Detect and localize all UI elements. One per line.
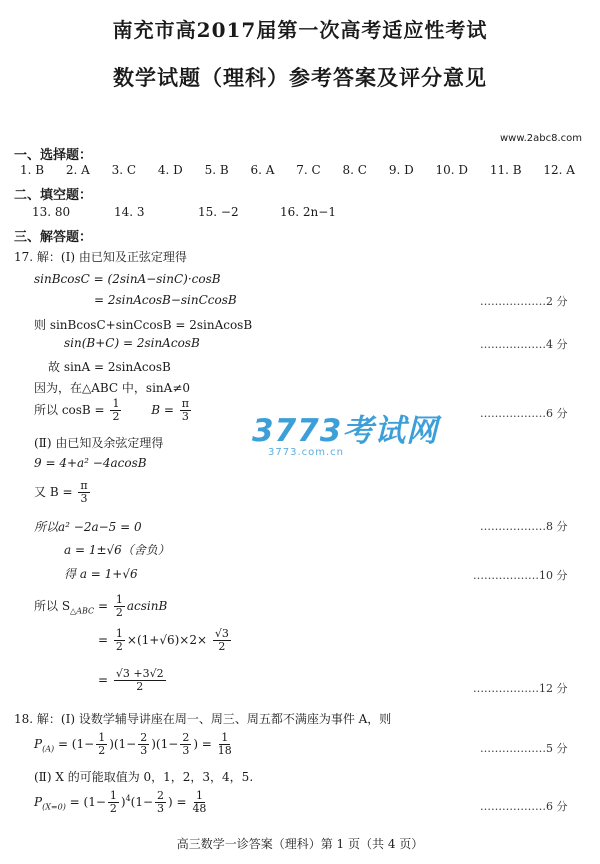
fraction: $\frac{√3}{2}$ (214, 627, 229, 653)
fraction: $\frac{\pi}{3}$ (80, 479, 88, 505)
fill-answer: 14. 3 (114, 205, 145, 219)
q17-B-line (34, 480, 92, 505)
q17-part1-intro: 17. 解：(Ⅰ) 由已知及正弦定理得 (14, 250, 187, 264)
answer-item: 8. C (342, 163, 367, 177)
fraction: $\frac{1}{48}$ (192, 789, 207, 815)
score-mark: ………………5 分 (480, 742, 568, 755)
answer-item: 7. C (296, 163, 321, 177)
answer-item: 2. A (65, 163, 90, 177)
answer-item: 10. D (435, 163, 469, 177)
q17-area-line: 所以 $S_{\triangle ABC}$ = $\frac{1}{2}$ acsinB (34, 593, 168, 619)
fraction: $\frac{1}{2}$ (112, 397, 120, 423)
exam-title: 南充市高2017届第一次高考适应性考试 (112, 18, 488, 42)
section-fill-in-heading: 二、填空题： (14, 188, 93, 203)
q17-part2-intro: (Ⅱ) 由已知及余弦定理得 (34, 436, 164, 450)
score-mark: ………………12 分 (473, 682, 568, 695)
score-mark: ………………8 分 (480, 520, 568, 533)
answer-item: 3. C (111, 163, 137, 177)
document-subtitle: 数学试题（理科）参考答案及评分意见 (113, 66, 487, 90)
q18-prob-X0: $P_{(X=0)} = (1-$ $\frac{1}{2}$ )$^4$(1− $\frac{2}{3}$ ) = $\frac{1}{48}$ (34, 789, 207, 815)
q18-prob-A: $P_{(A)} = (1-$ $\frac{1}{2}$ )(1− $\frac{2}{3}$ )(1− $\frac{2}{3}$ ) = $\frac{1}{18}$ (34, 731, 232, 757)
fraction: $\frac{2}{3}$ (140, 731, 148, 757)
fraction: $\frac{2}{3}$ (182, 731, 190, 757)
q17-text: 又 B = (34, 485, 73, 499)
fraction: $\frac{√3 +3√2}{2}$ (115, 667, 164, 693)
score-mark: ………………6 分 (480, 407, 568, 420)
q17-text: B = (151, 403, 174, 417)
fraction: $\frac{1}{18}$ (217, 731, 232, 757)
fraction: $\frac{2}{3}$ (157, 789, 165, 815)
q17-step: 则 sinBcosC+sinCcosB = 2sinAcosB (34, 318, 253, 332)
fraction: $\frac{1}{2}$ (109, 789, 117, 815)
q17-text: 所以 S (34, 599, 71, 613)
score-mark: ………………6 分 (480, 800, 568, 813)
q17-step: sinBcosC = (2sinA−sinC)·cosB (34, 272, 221, 286)
section-solutions-heading: 三、解答题： (14, 230, 93, 245)
section-multiple-choice-heading: 一、选择题： (14, 148, 93, 163)
fill-answer: 16. 2n−1 (280, 205, 336, 219)
q17-step: = 2sinAcosB−sinCcosB (94, 293, 237, 307)
watermark-url: 3773.com.cn (268, 447, 344, 458)
answer-item: 11. B (489, 163, 522, 177)
answer-item: 1. B (20, 163, 45, 177)
fraction: $\frac{1}{2}$ (98, 731, 106, 757)
q17-step: a = 1±√6（舍负） (64, 543, 170, 557)
fraction: $\frac{\pi}{3}$ (181, 397, 190, 423)
q17-step: 因为，在△ABC 中，sinA≠0 (34, 381, 191, 395)
watermark-logo: 3773考试网 (252, 413, 439, 449)
q18-part2-intro: (Ⅱ) X 的可能取值为 0，1，2，3，4，5. (34, 770, 254, 784)
answer-item: 12. A (543, 163, 575, 177)
score-mark: ………………4 分 (480, 338, 568, 351)
answer-item: 4. D (157, 163, 183, 177)
q17-step: 9 = 4+a² −4acosB (34, 456, 147, 470)
q17-step: 得 a = 1+√6 (64, 567, 138, 581)
multiple-choice-answers (20, 163, 575, 177)
answer-item: 9. D (388, 163, 414, 177)
q17-text: 所以 cosB = (34, 403, 105, 417)
q18-part1-intro: 18. 解：(Ⅰ) 设数学辅导讲座在周一、周三、周五都不满座为事件 A，则 (14, 712, 392, 726)
fraction: $\frac{1}{2}$ (115, 593, 123, 619)
score-mark: ………………10 分 (473, 569, 568, 582)
answer-item: 6. A (250, 163, 275, 177)
fill-answer: 13. 80 (32, 205, 71, 219)
fill-answer: 15. −2 (198, 205, 239, 219)
q17-step: 故 sinA = 2sinAcosB (48, 360, 171, 374)
q17-step: 所以a² −2a−5 = 0 (34, 520, 142, 534)
answer-item: 5. B (204, 163, 229, 177)
page-footer: 高三数学一诊答案（理科）第 1 页（共 4 页） (176, 837, 424, 851)
fraction: $\frac{1}{2}$ (115, 627, 123, 653)
score-mark: ………………2 分 (480, 295, 568, 308)
q17-cosB-line (34, 398, 193, 423)
q17-area-result: = $\frac{√3 +3√2}{2}$ (98, 667, 164, 693)
q17-step: sin(B+C) = 2sinAcosB (64, 336, 200, 350)
site-tag: www.2abc8.com (500, 133, 583, 144)
q17-area-step: = $\frac{1}{2}$ ×(1+√6)×2× $\frac{√3}{2}$ (98, 627, 229, 653)
